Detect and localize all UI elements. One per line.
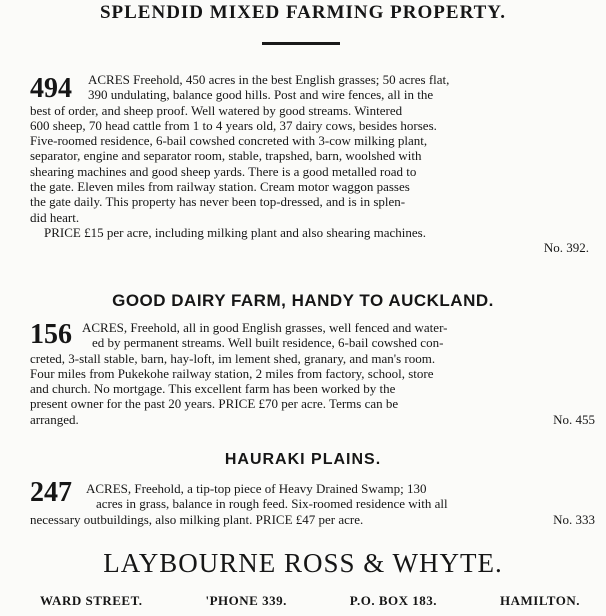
- ad-247-ref: No. 333: [553, 511, 595, 527]
- agent-firm-name: LAYBOURNE ROSS & WHYTE.: [103, 548, 503, 578]
- ad-156-ref: No. 455: [553, 411, 595, 427]
- ad-247-acreage: 247: [30, 477, 72, 508]
- ad-line: Five-roomed residence, 6-bail cowshed concreted with 3-cow milking plant,: [30, 133, 428, 149]
- ad-line: Four miles from Pukekohe railway station, 2 miles from factory, school, store: [30, 365, 434, 381]
- ad-line: ACRES, Freehold, a tip-top piece of Heavy Drained Swamp; 130: [86, 481, 427, 496]
- ad-247-last-row: [30, 512, 595, 527]
- ad-247-heading: HAURAKI PLAINS.: [224, 451, 382, 468]
- ad-line: 390 undulating, balance good hills. Post and wire fences, all in the: [88, 87, 434, 103]
- ad-line: ACRES, Freehold, all in good English grasses, well fenced and water-: [82, 320, 448, 335]
- ad-line: the gate daily. This property has never been top-dressed, and is in splen-: [30, 194, 406, 210]
- ad-line: ed by permanent streams. Well built residence, 6-bail cowshed con-: [92, 335, 444, 351]
- ad-line: and church. No mortgage. This excellent farm has been worked by the: [30, 381, 396, 397]
- ad-156-heading: GOOD DAIRY FARM, HANDY TO AUCKLAND.: [112, 291, 494, 310]
- main-heading: SPLENDID MIXED FARMING PROPERTY.: [99, 2, 507, 23]
- ad-line: necessary outbuildings, also milking plant. PRICE £47 per acre.: [30, 511, 364, 527]
- ad-line: shearing machines and good sheep yards. There is a good metalled road to: [30, 163, 417, 179]
- ad-494-body: [30, 72, 595, 256]
- ad-line: the gate. Eleven miles from railway station. Cream motor waggon passes: [30, 179, 410, 195]
- ad-156-body: [30, 320, 595, 427]
- ad-line: best of order, and sheep proof. Well watered by good streams. Wintered: [30, 102, 403, 118]
- agent-street: WARD STREET.: [40, 593, 143, 608]
- agent-po-box: P.O. BOX 183.: [349, 593, 438, 608]
- ad-494-price: PRICE £15 per acre, including milking plant and also shearing machines.: [44, 224, 426, 240]
- ad-156-last-row: [30, 412, 595, 427]
- ad-line: acres in grass, balance in rough feed. Six-roomed residence with all: [96, 496, 448, 512]
- agent-city: HAMILTON.: [500, 593, 580, 608]
- ad-line: 600 sheep, 70 head cattle from 1 to 4 years old, 37 dairy cows, besides horses.: [30, 117, 437, 133]
- heading-divider: [262, 42, 340, 45]
- agent-contact-line: [40, 593, 580, 609]
- ad-line: creted, 3-stall stable, barn, hay-loft, im lement shed, granary, and man's room.: [30, 350, 436, 366]
- ad-494-acreage: 494: [30, 73, 72, 104]
- ad-494-ref: No. 392.: [543, 240, 589, 256]
- ad-156-acreage: 156: [30, 319, 72, 350]
- ad-line: present owner for the past 20 years. PRICE £70 per acre. Terms can be: [30, 396, 399, 412]
- agent-phone: 'PHONE 339.: [205, 593, 287, 608]
- ad-line: separator, engine and separator room, stable, trapshed, barn, woolshed with: [30, 148, 422, 164]
- ad-line: did heart.: [30, 209, 80, 225]
- ad-247-body: [30, 477, 595, 527]
- ad-line: arranged.: [30, 411, 79, 427]
- ad-line: ACRES Freehold, 450 acres in the best English grasses; 50 acres flat,: [88, 72, 450, 87]
